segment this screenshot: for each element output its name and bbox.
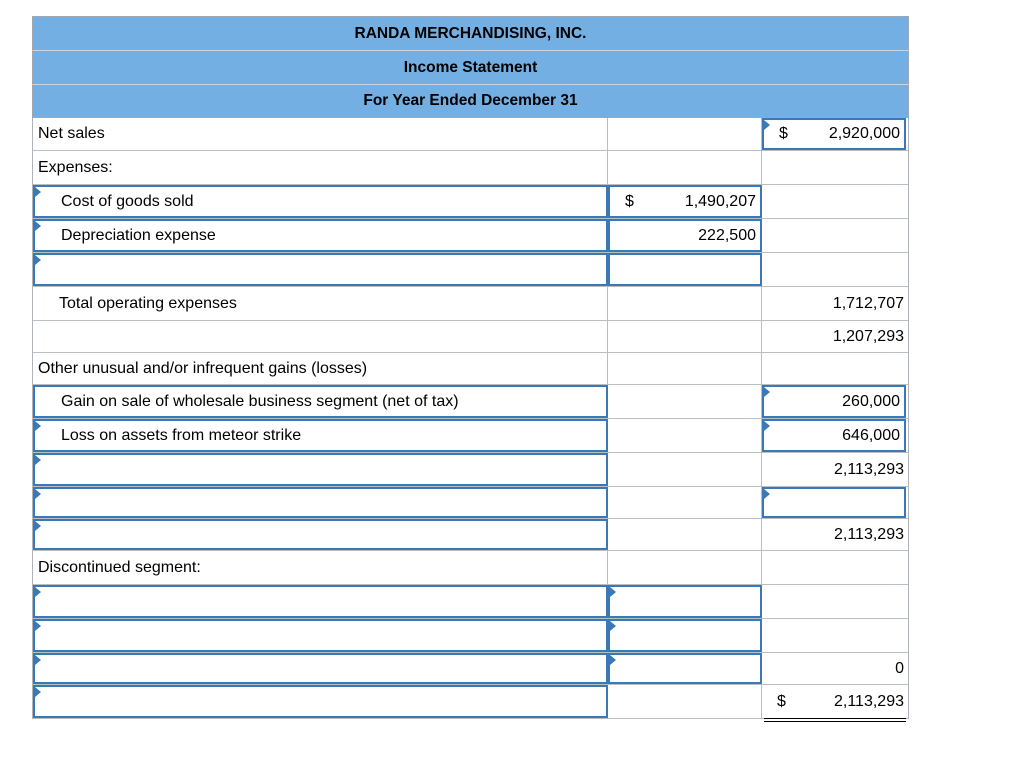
row-gain-wholesale xyxy=(32,385,909,419)
dropdown-marker-icon xyxy=(35,587,41,597)
company-name: RANDA MERCHANDISING, INC. xyxy=(32,16,909,50)
dropdown-marker-icon xyxy=(35,221,41,231)
subtotal-3-amount: 2,113,293 xyxy=(834,525,904,543)
income-statement-sheet xyxy=(32,16,909,719)
dropdown-marker-icon xyxy=(35,187,41,197)
row-net-sales xyxy=(32,118,909,151)
disc-2-amount-input[interactable] xyxy=(608,619,762,652)
row-disc-total xyxy=(32,653,909,685)
dropdown-marker-icon xyxy=(764,120,770,130)
row-depreciation xyxy=(32,219,909,253)
row-net-income xyxy=(32,685,909,719)
statement-period: For Year Ended December 31 xyxy=(32,84,909,118)
row-cogs xyxy=(32,185,909,219)
dropdown-marker-icon xyxy=(610,587,616,597)
cogs-label: Cost of goods sold xyxy=(61,192,194,210)
row-expense-blank xyxy=(32,253,909,287)
statement-title: Income Statement xyxy=(32,50,909,84)
row-other-gains xyxy=(32,353,909,385)
row-subtotal-1 xyxy=(32,321,909,353)
currency-symbol: $ xyxy=(779,125,788,142)
subtotal-2-label-input[interactable] xyxy=(33,453,608,486)
depreciation-label: Depreciation expense xyxy=(61,226,216,244)
cogs-label-input[interactable] xyxy=(33,185,608,218)
blank-1-amount-input[interactable] xyxy=(762,487,906,518)
row-discontinued xyxy=(32,551,909,585)
depreciation-amount: 222,500 xyxy=(698,226,756,244)
dropdown-marker-icon xyxy=(35,455,41,465)
currency-symbol: $ xyxy=(777,692,786,710)
cogs-amount: 1,490,207 xyxy=(684,192,756,210)
dropdown-marker-icon xyxy=(35,621,41,631)
loss-meteor-label: Loss on assets from meteor strike xyxy=(61,426,302,444)
depreciation-amount-input[interactable] xyxy=(608,219,762,252)
gain-wholesale-label: Gain on sale of wholesale business segment (net of tax) xyxy=(61,392,459,410)
dropdown-marker-icon xyxy=(764,421,770,431)
subtotal-3-label-input[interactable] xyxy=(33,519,608,550)
gain-wholesale-amount-input[interactable] xyxy=(762,385,906,418)
row-total-operating xyxy=(32,287,909,321)
disc-2-label-input[interactable] xyxy=(33,619,608,652)
row-expenses xyxy=(32,151,909,185)
dropdown-marker-icon xyxy=(35,521,41,531)
net-sales-label: Net sales xyxy=(38,125,105,142)
row-loss-meteor xyxy=(32,419,909,453)
loss-meteor-label-input[interactable] xyxy=(33,419,608,452)
dropdown-marker-icon xyxy=(35,489,41,499)
dropdown-marker-icon xyxy=(35,687,41,697)
row-subtotal-3 xyxy=(32,519,909,551)
dropdown-marker-icon xyxy=(35,655,41,665)
subtotal-1-amount: 1,207,293 xyxy=(832,327,904,345)
net-income-amount: 2,113,293 xyxy=(834,692,904,710)
disc-total-label-input[interactable] xyxy=(33,653,608,684)
double-underline xyxy=(764,718,906,722)
blank-1-label-input[interactable] xyxy=(33,487,608,518)
total-operating-label: Total operating expenses xyxy=(59,294,237,312)
loss-meteor-amount-input[interactable] xyxy=(762,419,906,452)
depreciation-label-input[interactable] xyxy=(33,219,608,252)
subtotal-2-amount: 2,113,293 xyxy=(834,460,904,478)
currency-symbol: $ xyxy=(625,192,634,210)
total-operating-amount: 1,712,707 xyxy=(832,294,904,312)
row-subtotal-2 xyxy=(32,453,909,487)
net-sales-amount: 2,920,000 xyxy=(828,125,900,142)
expenses-label: Expenses: xyxy=(38,158,113,176)
gain-wholesale-amount: 260,000 xyxy=(842,392,900,410)
disc-1-amount-input[interactable] xyxy=(608,585,762,618)
discontinued-label: Discontinued segment: xyxy=(38,558,201,576)
dropdown-marker-icon xyxy=(764,387,770,397)
dropdown-marker-icon xyxy=(35,421,41,431)
expense-blank-amount-input[interactable] xyxy=(608,253,762,286)
other-gains-label: Other unusual and/or infrequent gains (losses) xyxy=(38,359,368,377)
net-sales-amount-input[interactable] xyxy=(762,118,906,150)
cogs-amount-input[interactable] xyxy=(608,185,762,218)
dropdown-marker-icon xyxy=(764,489,770,499)
loss-meteor-amount: 646,000 xyxy=(842,426,900,444)
dropdown-marker-icon xyxy=(610,621,616,631)
expense-blank-label-input[interactable] xyxy=(33,253,608,286)
row-disc-entry-2 xyxy=(32,619,909,653)
dropdown-marker-icon xyxy=(610,655,616,665)
disc-1-label-input[interactable] xyxy=(33,585,608,618)
disc-total-amount-input[interactable] xyxy=(608,653,762,684)
disc-total-amount: 0 xyxy=(895,659,904,677)
row-blank-1 xyxy=(32,487,909,519)
net-income-label-input[interactable] xyxy=(33,685,608,718)
gain-wholesale-label-input[interactable] xyxy=(33,385,608,418)
row-disc-entry-1 xyxy=(32,585,909,619)
dropdown-marker-icon xyxy=(35,255,41,265)
